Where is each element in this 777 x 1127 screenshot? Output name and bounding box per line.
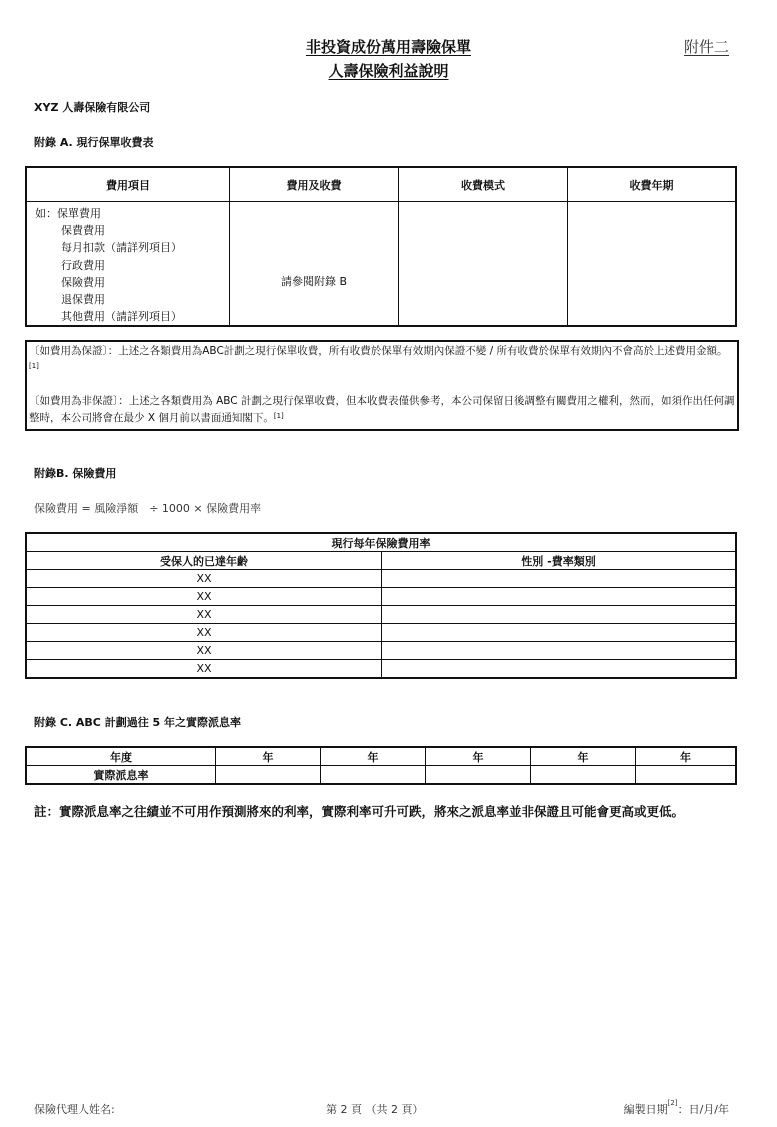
year-cell: 年 <box>426 747 531 766</box>
age-column-header: 受保人的已達年齡 <box>26 552 382 570</box>
fee-charges-header: 費用及收費 <box>230 167 399 202</box>
document-title: 非投資成份萬用壽險保單 <box>305 38 471 56</box>
fee-charges-cell <box>230 202 399 327</box>
fee-items-cell <box>26 202 230 327</box>
fee-reference: 請參閱附錄 B <box>280 275 348 288</box>
fee-items-header: 費用項目 <box>26 167 230 202</box>
table-row <box>26 660 736 679</box>
rate-table-title: 現行每年保險費用率 <box>26 533 736 552</box>
fee-schedule-table <box>25 166 737 327</box>
age-cell: XX <box>26 588 382 606</box>
dividend-cell <box>321 766 426 785</box>
rate-cell <box>382 570 737 588</box>
age-cell: XX <box>26 642 382 660</box>
fee-period-header: 收費年期 <box>568 167 737 202</box>
fee-item: 每月扣款（請詳列項目） <box>61 241 182 255</box>
table-row <box>26 588 736 606</box>
section-c-heading: 附錄 C. ABC 計劃過往 5 年之實際派息率 <box>34 716 242 729</box>
rate-cell <box>382 606 737 624</box>
dividend-cell <box>636 766 737 785</box>
rate-cell <box>382 642 737 660</box>
year-row-label: 年度 <box>26 747 216 766</box>
insurance-fee-formula: 保險費用 = 風險淨額 ÷ 1000 × 保險費用率 <box>34 502 262 515</box>
table-row <box>26 570 736 588</box>
year-cell: 年 <box>321 747 426 766</box>
dividend-disclaimer: 註：實際派息率之往績並不可用作預測將來的利率，實際利率可升可跌，將來之派息率並非保證且可能會更高或更低。 <box>34 804 685 819</box>
fee-item: 行政費用 <box>61 258 105 272</box>
table-row <box>26 642 736 660</box>
agent-name-label: 保險代理人姓名: <box>34 1103 115 1116</box>
fee-item: 如：保單費用 <box>35 207 101 220</box>
age-cell: XX <box>26 606 382 624</box>
fee-mode-cell <box>399 202 568 327</box>
fee-mode-header: 收費模式 <box>399 167 568 202</box>
insurance-rate-table <box>25 532 737 679</box>
fee-item: 退保費用 <box>61 293 105 307</box>
document-subtitle: 人壽保險利益說明 <box>328 62 449 80</box>
rate-cell <box>382 660 737 679</box>
section-b-heading: 附錄B. 保險費用 <box>34 467 117 480</box>
fee-item: 保險費用 <box>61 275 105 289</box>
fee-notes-box <box>25 340 739 431</box>
dividend-row-label: 實際派息率 <box>26 766 216 785</box>
company-name: XYZ 人壽保險有限公司 <box>34 101 151 114</box>
age-cell: XX <box>26 570 382 588</box>
non-guaranteed-note: 〔如費用為非保證〕：上述之各類費用為 ABC 計劃之現行保單收費，但本收費表僅供參考，本公司保留日後調整有關費用之權利，然而，如須作出任何調整時，本公司將會在最少 X 個月前以書面通知閣下。[1] <box>29 395 735 424</box>
dividend-rate-table <box>25 746 737 785</box>
annex-label: 附件二 <box>683 38 729 56</box>
section-a-heading: 附錄 A. 現行保單收費表 <box>34 136 154 149</box>
year-cell: 年 <box>636 747 737 766</box>
age-cell: XX <box>26 660 382 679</box>
dividend-cell <box>531 766 636 785</box>
year-cell: 年 <box>531 747 636 766</box>
table-row <box>26 606 736 624</box>
age-cell: XX <box>26 624 382 642</box>
preparation-date: 編製日期[2]：日/月/年 <box>623 1099 729 1116</box>
table-row <box>26 624 736 642</box>
rate-cell <box>382 588 737 606</box>
fee-item: 保費費用 <box>61 224 105 238</box>
dividend-cell <box>426 766 531 785</box>
fee-item: 其他費用（請詳列項目） <box>61 310 182 324</box>
gender-column-header: 性別 -費率類別 <box>382 552 737 570</box>
year-cell: 年 <box>216 747 321 766</box>
fee-period-cell <box>568 202 737 327</box>
dividend-cell <box>216 766 321 785</box>
guaranteed-note: 〔如費用為保證〕：上述之各類費用為ABC計劃之現行保單收費，所有收費於保單有效期內保證不變 / 所有收費於保單有效期內不會高於上述費用金額。[1] <box>29 345 728 370</box>
rate-cell <box>382 624 737 642</box>
page-number: 第 2 頁 （共 2 頁） <box>326 1103 424 1116</box>
